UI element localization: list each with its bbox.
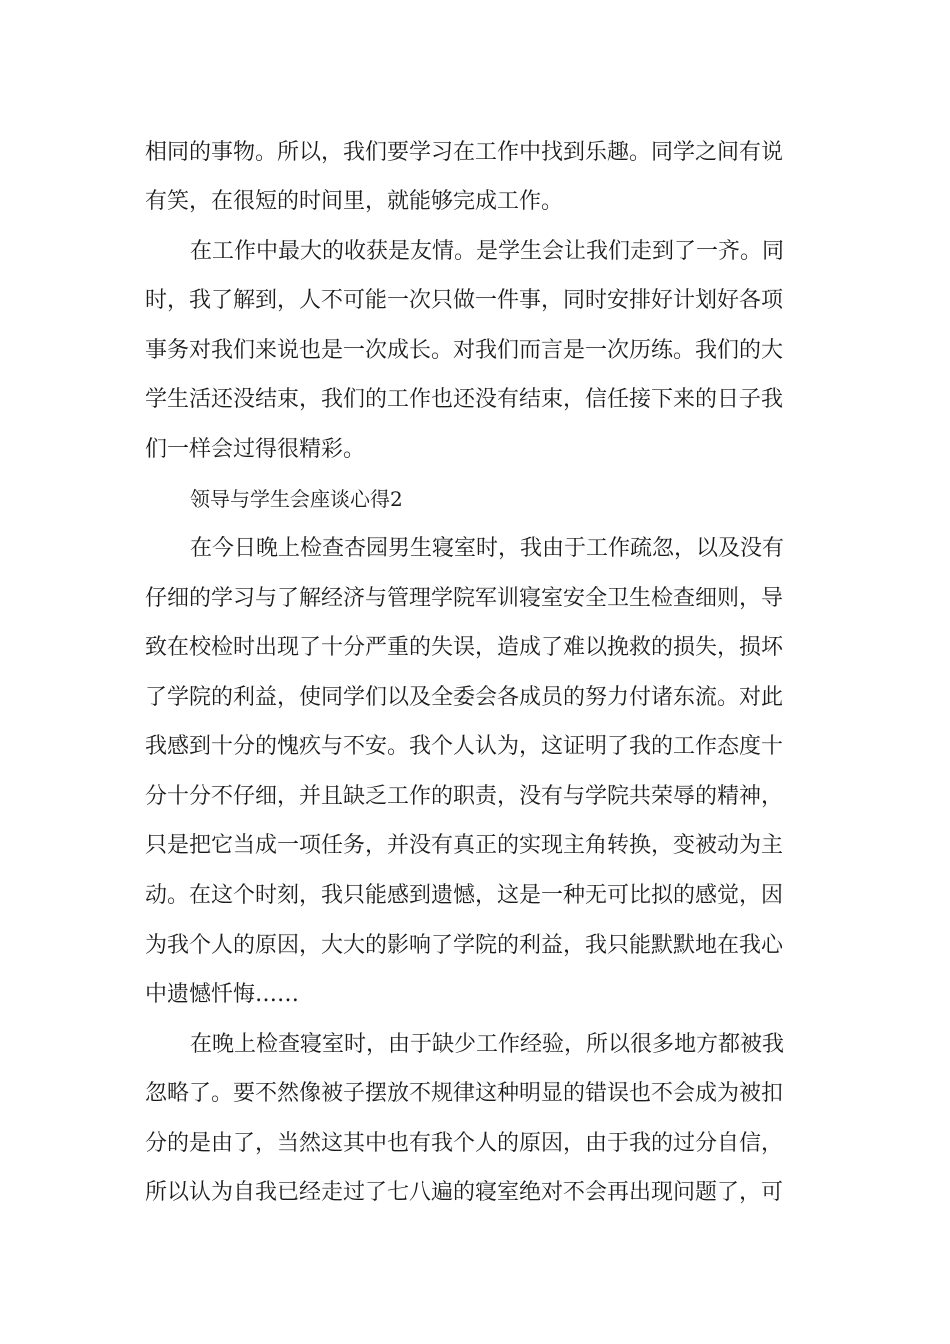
text-line: 相同的事物。所以，我们要学习在工作中找到乐趣。同学之间有说 <box>145 140 784 165</box>
section-heading: 领导与学生会座谈心得2 <box>190 487 403 511</box>
text-line: 为我个人的原因，大大的影响了学院的利益，我只能默默地在我心 <box>145 933 784 958</box>
text-line: 事务对我们来说也是一次成长。对我们而言是一次历练。我们的大 <box>145 338 784 363</box>
paragraph-start-line: 在今日晚上检查杏园男生寝室时，我由于工作疏忽，以及没有 <box>190 536 785 561</box>
text-line: 我感到十分的愧疚与不安。我个人认为，这证明了我的工作态度十 <box>145 734 784 759</box>
text-line: 中遗憾忏悔…… <box>145 982 300 1007</box>
paragraph-start-line: 在晚上检查寝室时，由于缺少工作经验，所以很多地方都被我 <box>190 1032 785 1057</box>
text-line: 只是把它当成一项任务，并没有真正的实现主角转换，变被动为主 <box>145 833 784 858</box>
paragraph-start-line: 在工作中最大的收获是友情。是学生会让我们走到了一齐。同 <box>190 239 785 264</box>
text-line: 分的是由了，当然这其中也有我个人的原因，由于我的过分自信， <box>145 1131 784 1156</box>
text-line: 们一样会过得很精彩。 <box>145 437 366 462</box>
text-line: 有笑，在很短的时间里，就能够完成工作。 <box>145 189 564 214</box>
text-line: 忽略了。要不然像被子摆放不规律这种明显的错误也不会成为被扣 <box>145 1081 784 1106</box>
text-line: 学生活还没结束，我们的工作也还没有结束，信任接下来的日子我 <box>145 387 784 412</box>
text-line: 动。在这个时刻，我只能感到遗憾，这是一种无可比拟的感觉，因 <box>145 883 784 908</box>
text-line: 时，我了解到，人不可能一次只做一件事，同时安排好计划好各项 <box>145 288 784 313</box>
text-line: 致在校检时出现了十分严重的失误，造成了难以挽救的损失，损坏 <box>145 635 784 660</box>
text-line: 了学院的利益，使同学们以及全委会各成员的努力付诸东流。对此 <box>145 685 784 710</box>
text-line: 所以认为自我已经走过了七八遍的寝室绝对不会再出现问题了，可 <box>145 1180 784 1205</box>
text-line: 分十分不仔细，并且缺乏工作的职责，没有与学院共荣辱的精神， <box>145 784 784 809</box>
text-line: 仔细的学习与了解经济与管理学院军训寝室安全卫生检查细则，导 <box>145 586 784 611</box>
